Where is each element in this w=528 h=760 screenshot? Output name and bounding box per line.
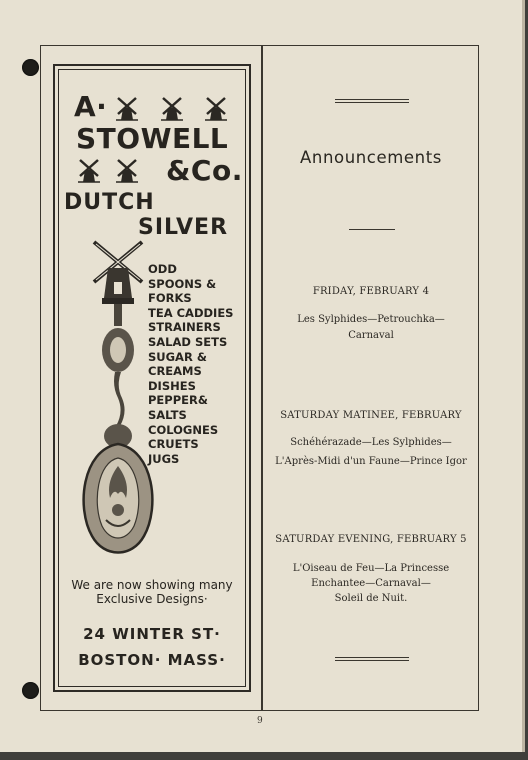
product-item: TEA CADDIES (148, 305, 234, 320)
product-item: CREAMS (148, 364, 202, 379)
product-item: PEPPER& (148, 393, 208, 408)
product-item: STRAINERS (148, 320, 221, 335)
event-heading: FRIDAY, FEBRUARY 4 (312, 286, 430, 297)
windmill-row-bottom (76, 156, 146, 184)
product-list (148, 262, 233, 466)
brand-initial: A· (74, 90, 108, 123)
windmill-icon (116, 98, 138, 120)
address-street: 24 WINTER ST· (83, 625, 221, 643)
product-item: ODD (148, 262, 177, 276)
bottom-ornament-rule (335, 657, 409, 661)
product-item: SALTS (148, 407, 187, 422)
product-item: SPOONS & (148, 276, 217, 291)
announcements-title: Announcements (300, 148, 442, 167)
product-item: JUGS (148, 451, 180, 466)
address-city: BOSTON· MASS· (78, 651, 226, 669)
event-program-line: L'Oiseau de Feu—La Princesse (292, 563, 450, 574)
page-number: 9 (257, 716, 263, 726)
binder-hole-bottom (22, 682, 39, 699)
product-item: SUGAR & (148, 349, 207, 364)
ad-note-line-1: We are now showing many (71, 578, 233, 592)
windmill-icon (161, 98, 183, 120)
product-item: COLOGNES (148, 422, 219, 437)
product-item: CRUETS (148, 437, 199, 452)
windmill-icon (205, 98, 227, 120)
event-program-line: Carnaval (348, 330, 394, 341)
event-program-line: Soleil de Nuit. (334, 593, 408, 604)
product-item: DISHES (148, 378, 196, 393)
event-heading: SATURDAY MATINEE, FEBRUARY (280, 410, 462, 421)
brand-name: STOWELL (76, 122, 229, 155)
product-item: SALAD SETS (148, 334, 228, 349)
windmill-row-top (114, 94, 234, 124)
heading-silver: SILVER (138, 215, 229, 240)
column-divider (261, 46, 263, 710)
event-heading: SATURDAY EVENING, FEBRUARY 5 (275, 534, 467, 545)
top-ornament-rule (335, 99, 409, 103)
heading-dutch: DUTCH (64, 190, 155, 215)
windmill-icon (78, 160, 100, 182)
brand-company: &Co. (166, 154, 243, 187)
product-item: FORKS (148, 291, 192, 306)
ad-note-line-2: Exclusive Designs· (96, 592, 208, 606)
event-program-line: Schéhérazade—Les Sylphides— (290, 437, 452, 448)
windmill-icon (116, 160, 138, 182)
binder-hole-top (22, 59, 39, 76)
title-rule (349, 229, 395, 230)
event-program-line: L'Après-Midi d'un Faune—Prince Igor (275, 456, 467, 467)
event-program-line: Enchantee—Carnaval— (311, 578, 431, 589)
event-program-line: Les Sylphides—Petrouchka— (297, 314, 445, 325)
